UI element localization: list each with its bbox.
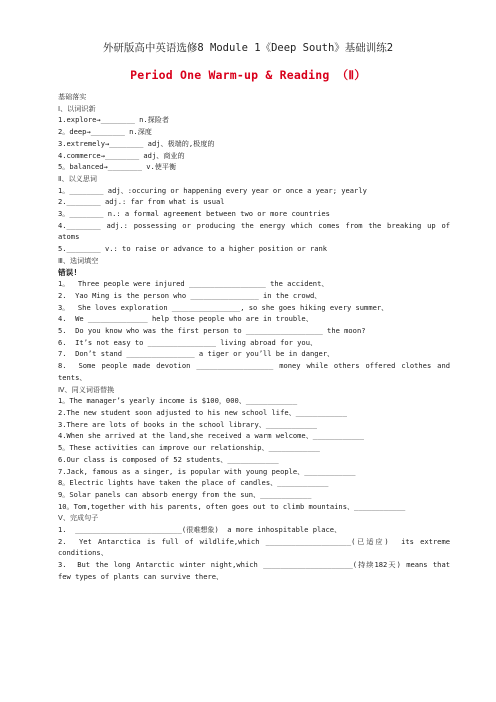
exercise-line: 1.explore→________ n.探险者 bbox=[58, 115, 169, 125]
exercise-line: 4. We ______________ help those people who are in trouble、 bbox=[58, 314, 313, 324]
exercise-line: 5. Do you know who was the first person to __________________ the moon? bbox=[58, 326, 366, 336]
section-heading: 基础落实 bbox=[58, 92, 87, 101]
exercise-line: 5。These activities can improve our relationship、____________ bbox=[58, 443, 320, 453]
exercise-line: 8。Electric lights have taken the place of candles、____________ bbox=[58, 478, 329, 488]
document-header: 外研版高中英语选修8 Module 1《Deep South》基础训练2 bbox=[102, 42, 394, 54]
exercise-line: 3。 She loves exploration ________________, so she goes hiking every summer、 bbox=[58, 302, 389, 312]
period-title: Period One Warm-up & Reading （Ⅱ） bbox=[130, 68, 366, 82]
exercise-line: 3。________ n.: a formal agreement between two or more countries bbox=[58, 209, 330, 219]
exercise-line: 2.________ adj.: far from what is usual bbox=[58, 197, 225, 207]
error-label: 错误! bbox=[58, 267, 78, 277]
exercise-line: 4.________ adj.: possessing or producing the energy which comes from the breaking up of atoms bbox=[58, 220, 455, 242]
section-heading: Ⅳ、同义词语替换 bbox=[58, 384, 115, 394]
section-heading: Ⅱ、以义思词 bbox=[58, 173, 97, 183]
exercise-line: 7. Don’t stand ________________ a tiger or you’ll be in danger、 bbox=[58, 349, 335, 359]
exercise-line: 2。deep→________ n.深度 bbox=[58, 127, 152, 137]
section-heading: Ⅲ、选词填空 bbox=[58, 255, 99, 265]
exercise-line: 4.When she arrived at the land,she received a warm welcome、____________ bbox=[58, 431, 365, 441]
exercise-line: 1。 Three people were injured __________________ the accident、 bbox=[58, 279, 329, 289]
exercise-body bbox=[58, 91, 455, 583]
exercise-line: 9。Solar panels can absorb energy from the sun、____________ bbox=[58, 489, 312, 499]
exercise-line: 1。________ adj、:occuring or happening every year or once a year; yearly bbox=[58, 185, 367, 195]
exercise-line: 2. Yet Antarctica is full of wildlife,which ____________________(已适应) its extreme conditions、 bbox=[58, 536, 455, 558]
exercise-line: 3. But the long Antarctic winter night,which _____________________(持续182天) means that few types of plants can survive there、 bbox=[58, 560, 455, 581]
exercise-line: 3.extremely→________ adj、极端的,极度的 bbox=[58, 138, 215, 148]
exercise-line: 4.commerce→________ adj、商业的 bbox=[58, 150, 185, 160]
exercise-line: 8. Some people made devotion __________________ money while others offered clothes and tents、 bbox=[58, 361, 455, 382]
exercise-line: 2. Yao Ming is the person who ________________ in the crowd、 bbox=[58, 290, 322, 300]
exercise-line: 5.________ v.: to raise or advance to a higher position or rank bbox=[58, 244, 328, 254]
section-heading: Ⅰ、以词识新 bbox=[58, 103, 96, 113]
exercise-line: 1。The manager’s yearly income is $100，000、____________ bbox=[58, 396, 298, 406]
exercise-line: 6.Our class is composed of 52 students、____________ bbox=[58, 454, 279, 464]
exercise-line: 7.Jack, famous as a singer, is popular with young people、____________ bbox=[58, 466, 356, 476]
exercise-line: 5。balanced→________ v.使平衡 bbox=[58, 162, 177, 172]
exercise-line: 1. _________________________(很难想象) a more inhospitable place、 bbox=[58, 525, 342, 535]
exercise-line: 6. It’s not easy to ________________ living abroad for you、 bbox=[58, 337, 318, 347]
exercise-line: 3.There are lots of books in the school library、____________ bbox=[58, 419, 318, 429]
exercise-line: 10。Tom,together with his parents, often goes out to climb mountains、____________ bbox=[58, 501, 406, 511]
exercise-line: 2.The new student soon adjusted to his new school life、____________ bbox=[58, 407, 347, 417]
section-heading: Ⅴ、完成句子 bbox=[58, 513, 99, 523]
